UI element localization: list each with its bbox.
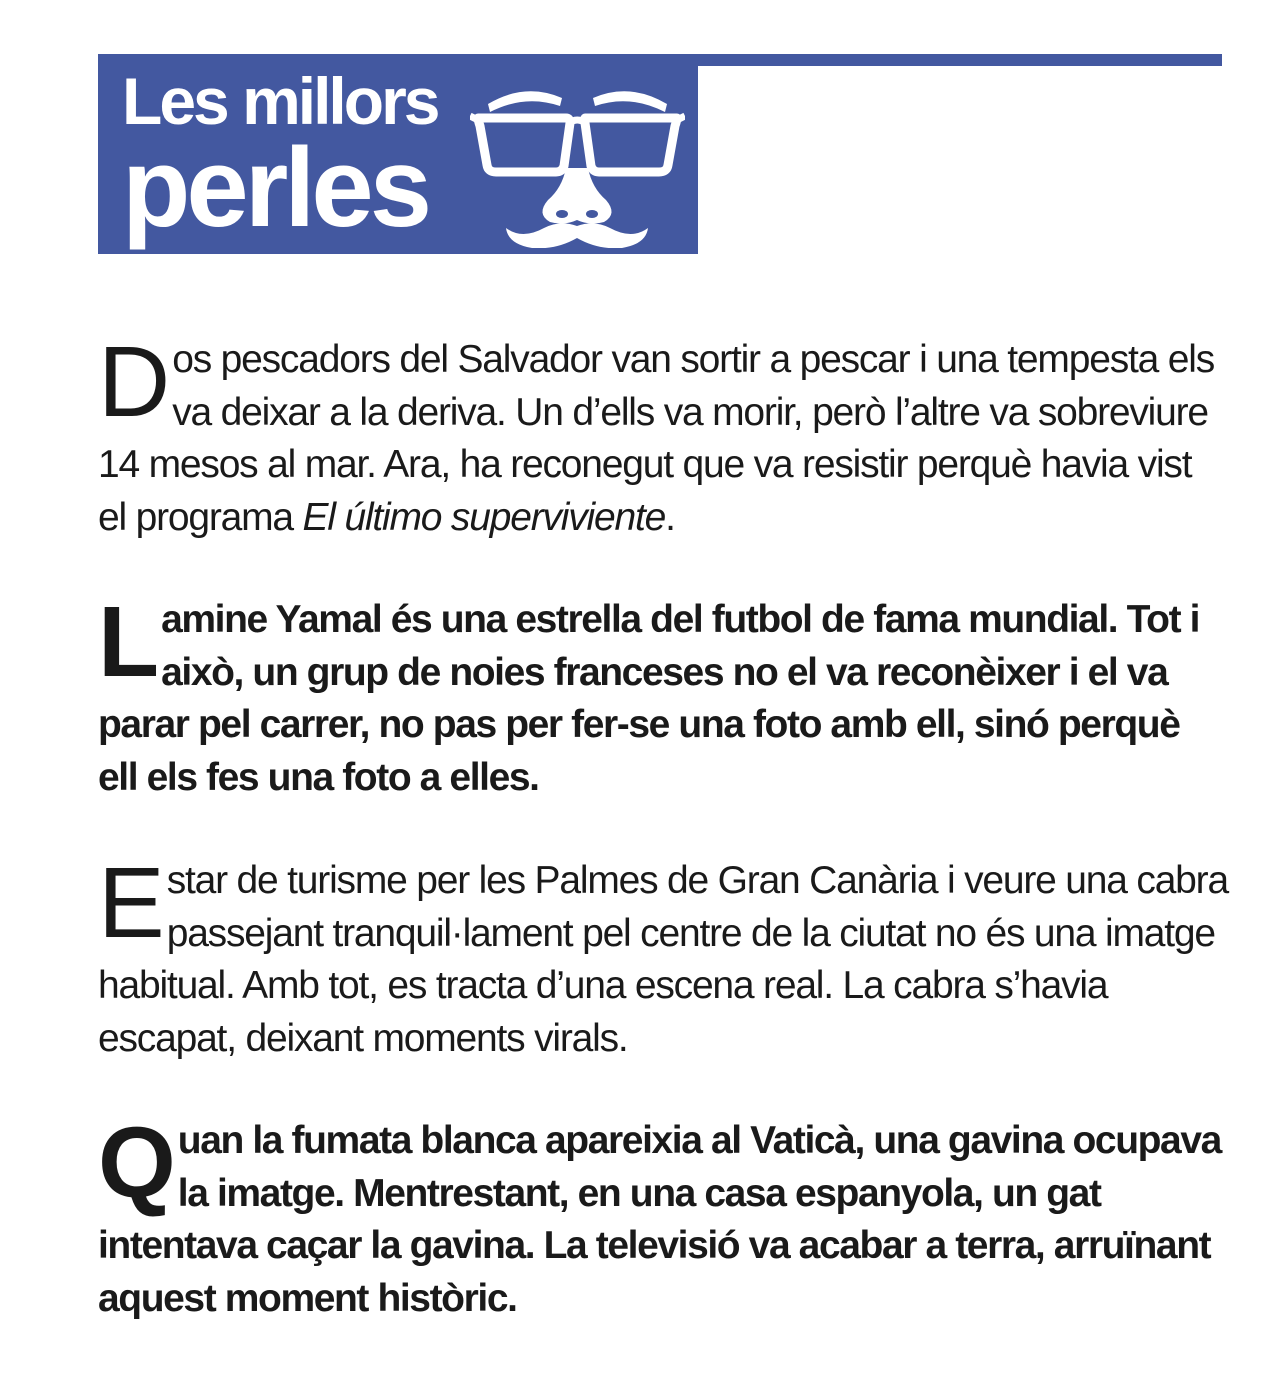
article-text: star de turisme per les Palmes de Gran Canària i veure una cabra passejant tranquil·lament pel centre de la ciutat no és una imatge habitual. Amb tot, es tracta d’una escena real. La cabra s’havia escapat, deixant moments virals. bbox=[98, 859, 1228, 1060]
article-paragraph bbox=[98, 847, 1228, 1065]
article-text: os pescadors del Salvador van sortir a pescar i una tempesta els va deixar a la deriva. Un d’ells va morir, però l’altre va sobreviure 14 mesos al mar. Ara, ha reconegut que va resistir perquè havia vist el programa bbox=[98, 338, 1215, 539]
article-text-end: . bbox=[665, 495, 675, 539]
dropcap-letter: Q bbox=[98, 1107, 174, 1219]
section-title-line2: perles bbox=[122, 125, 428, 250]
dropcap-letter: L bbox=[98, 586, 158, 698]
dropcap-letter: D bbox=[98, 326, 169, 438]
article-text: amine Yamal és una estrella del futbol de fama mundial. Tot i això, un grup de noies franceses no el va reconèixer i el va parar pel carrer, no pas per fer-se una foto amb ell, sinó perquè ell els fes una foto a elles. bbox=[98, 598, 1200, 799]
article-text: uan la fumata blanca apareixia al Vaticà, una gavina ocupava la imatge. Mentrestant, en una casa espanyola, un gat intentava caçar la gavina. La televisió va acabar a terra, arruïnant aquest moment històric. bbox=[98, 1119, 1221, 1320]
program-title: El último superviviente bbox=[302, 495, 666, 539]
article-paragraph bbox=[98, 586, 1228, 804]
glasses-nose-mustache-icon bbox=[470, 68, 685, 248]
section-title-line1: Les millors bbox=[122, 64, 438, 138]
article-paragraph bbox=[98, 1107, 1228, 1325]
article-paragraph bbox=[98, 326, 1228, 544]
section-header bbox=[98, 54, 698, 254]
dropcap-letter: E bbox=[98, 847, 163, 959]
